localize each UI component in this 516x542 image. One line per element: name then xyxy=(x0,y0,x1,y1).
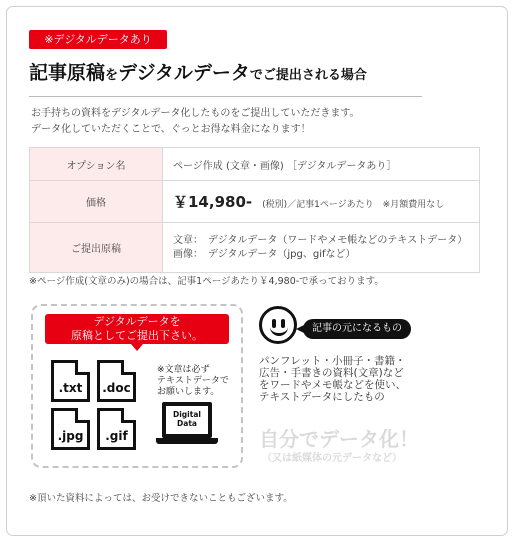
text-data-note xyxy=(157,365,229,398)
title-main: 記事原稿 xyxy=(29,62,106,84)
materials-disclaimer: ※頂いた資料によっては、お受けできないこともございます。 xyxy=(29,493,293,504)
submission-image-line: 画像： デジタルデータ（jpg、gifなど） xyxy=(173,248,356,260)
description-line: をワードやメモ帳などを使い、 xyxy=(259,379,406,391)
price-cell xyxy=(163,181,480,223)
option-table xyxy=(29,147,480,273)
file-ext-label: .gif xyxy=(105,429,128,443)
digital-data-badge: ※デジタルデータあり xyxy=(29,30,167,49)
description-line: パンフレット・小冊子・書籍・ xyxy=(259,355,406,367)
laptop-icon xyxy=(162,402,212,438)
doc-file-icon xyxy=(97,360,136,402)
file-ext-label: .doc xyxy=(102,381,131,395)
price-value: ￥14,980- xyxy=(173,193,253,211)
text-data-note-line: お願いします。 xyxy=(157,387,220,397)
laptop-base xyxy=(156,438,218,444)
banner-line-1: デジタルデータを xyxy=(93,315,181,328)
price-label: 価格 xyxy=(30,181,163,223)
file-ext-label: .txt xyxy=(58,381,83,395)
submission-text-line: 文章： デジタルデータ（ワードやメモ帳などのテキストデータ） xyxy=(173,234,468,246)
page-title xyxy=(29,58,489,92)
table-row xyxy=(30,181,480,223)
gif-file-icon xyxy=(97,408,136,450)
title-divider xyxy=(29,96,422,97)
laptop-screen-text xyxy=(166,410,208,428)
submission-cell xyxy=(163,223,480,273)
option-name-value: ページ作成 (文章・画像) ［デジタルデータあり］ xyxy=(163,148,480,181)
speech-bubble: 記事の元になるもの xyxy=(303,319,411,339)
text-data-note-line: ※文章は必ず xyxy=(157,365,210,375)
description-line: 広告・手書きの資料(文章)など xyxy=(259,367,404,379)
title-rest: でご提出される場合 xyxy=(249,68,367,83)
jpg-file-icon xyxy=(51,408,90,450)
smiley-face-icon xyxy=(259,306,297,344)
price-note: (税別)／記事1ページあたり ※月額費用なし xyxy=(262,200,445,210)
submission-label: ご提出原稿 xyxy=(30,223,163,273)
banner-line-2: 原稿としてご提出下さい。 xyxy=(71,329,203,342)
face-mouth xyxy=(270,327,288,336)
table-row xyxy=(30,148,480,181)
source-description xyxy=(259,355,406,403)
paper-source-note: （又は紙媒体の元データなど） xyxy=(262,453,402,464)
laptop-line-2: Data xyxy=(177,419,197,428)
option-name-label: オプション名 xyxy=(30,148,163,181)
table-row xyxy=(30,223,480,273)
file-ext-label: .jpg xyxy=(57,429,84,443)
title-wo: を xyxy=(105,68,119,83)
txt-file-icon xyxy=(51,360,90,402)
text-only-footnote: ※ページ作成(文章のみ)の場合は、記事1ページあたり￥4,980-で承っております。 xyxy=(29,276,384,287)
intro-line-1: お手持ちの資料をデジタルデータ化したものをご提出していただきます。 xyxy=(31,108,360,119)
intro-line-2: データ化していただくことで、ぐっとお得な料金になります！ xyxy=(31,124,311,135)
description-line: テキストデータにしたもの xyxy=(259,391,385,403)
title-digital: デジタルデータ xyxy=(118,62,250,84)
laptop-line-1: Digital xyxy=(173,410,201,419)
submit-digital-banner xyxy=(45,314,229,344)
text-data-note-line: テキストデータで xyxy=(157,376,229,386)
self-digitize-heading: 自分でデータ化！ xyxy=(259,427,419,451)
